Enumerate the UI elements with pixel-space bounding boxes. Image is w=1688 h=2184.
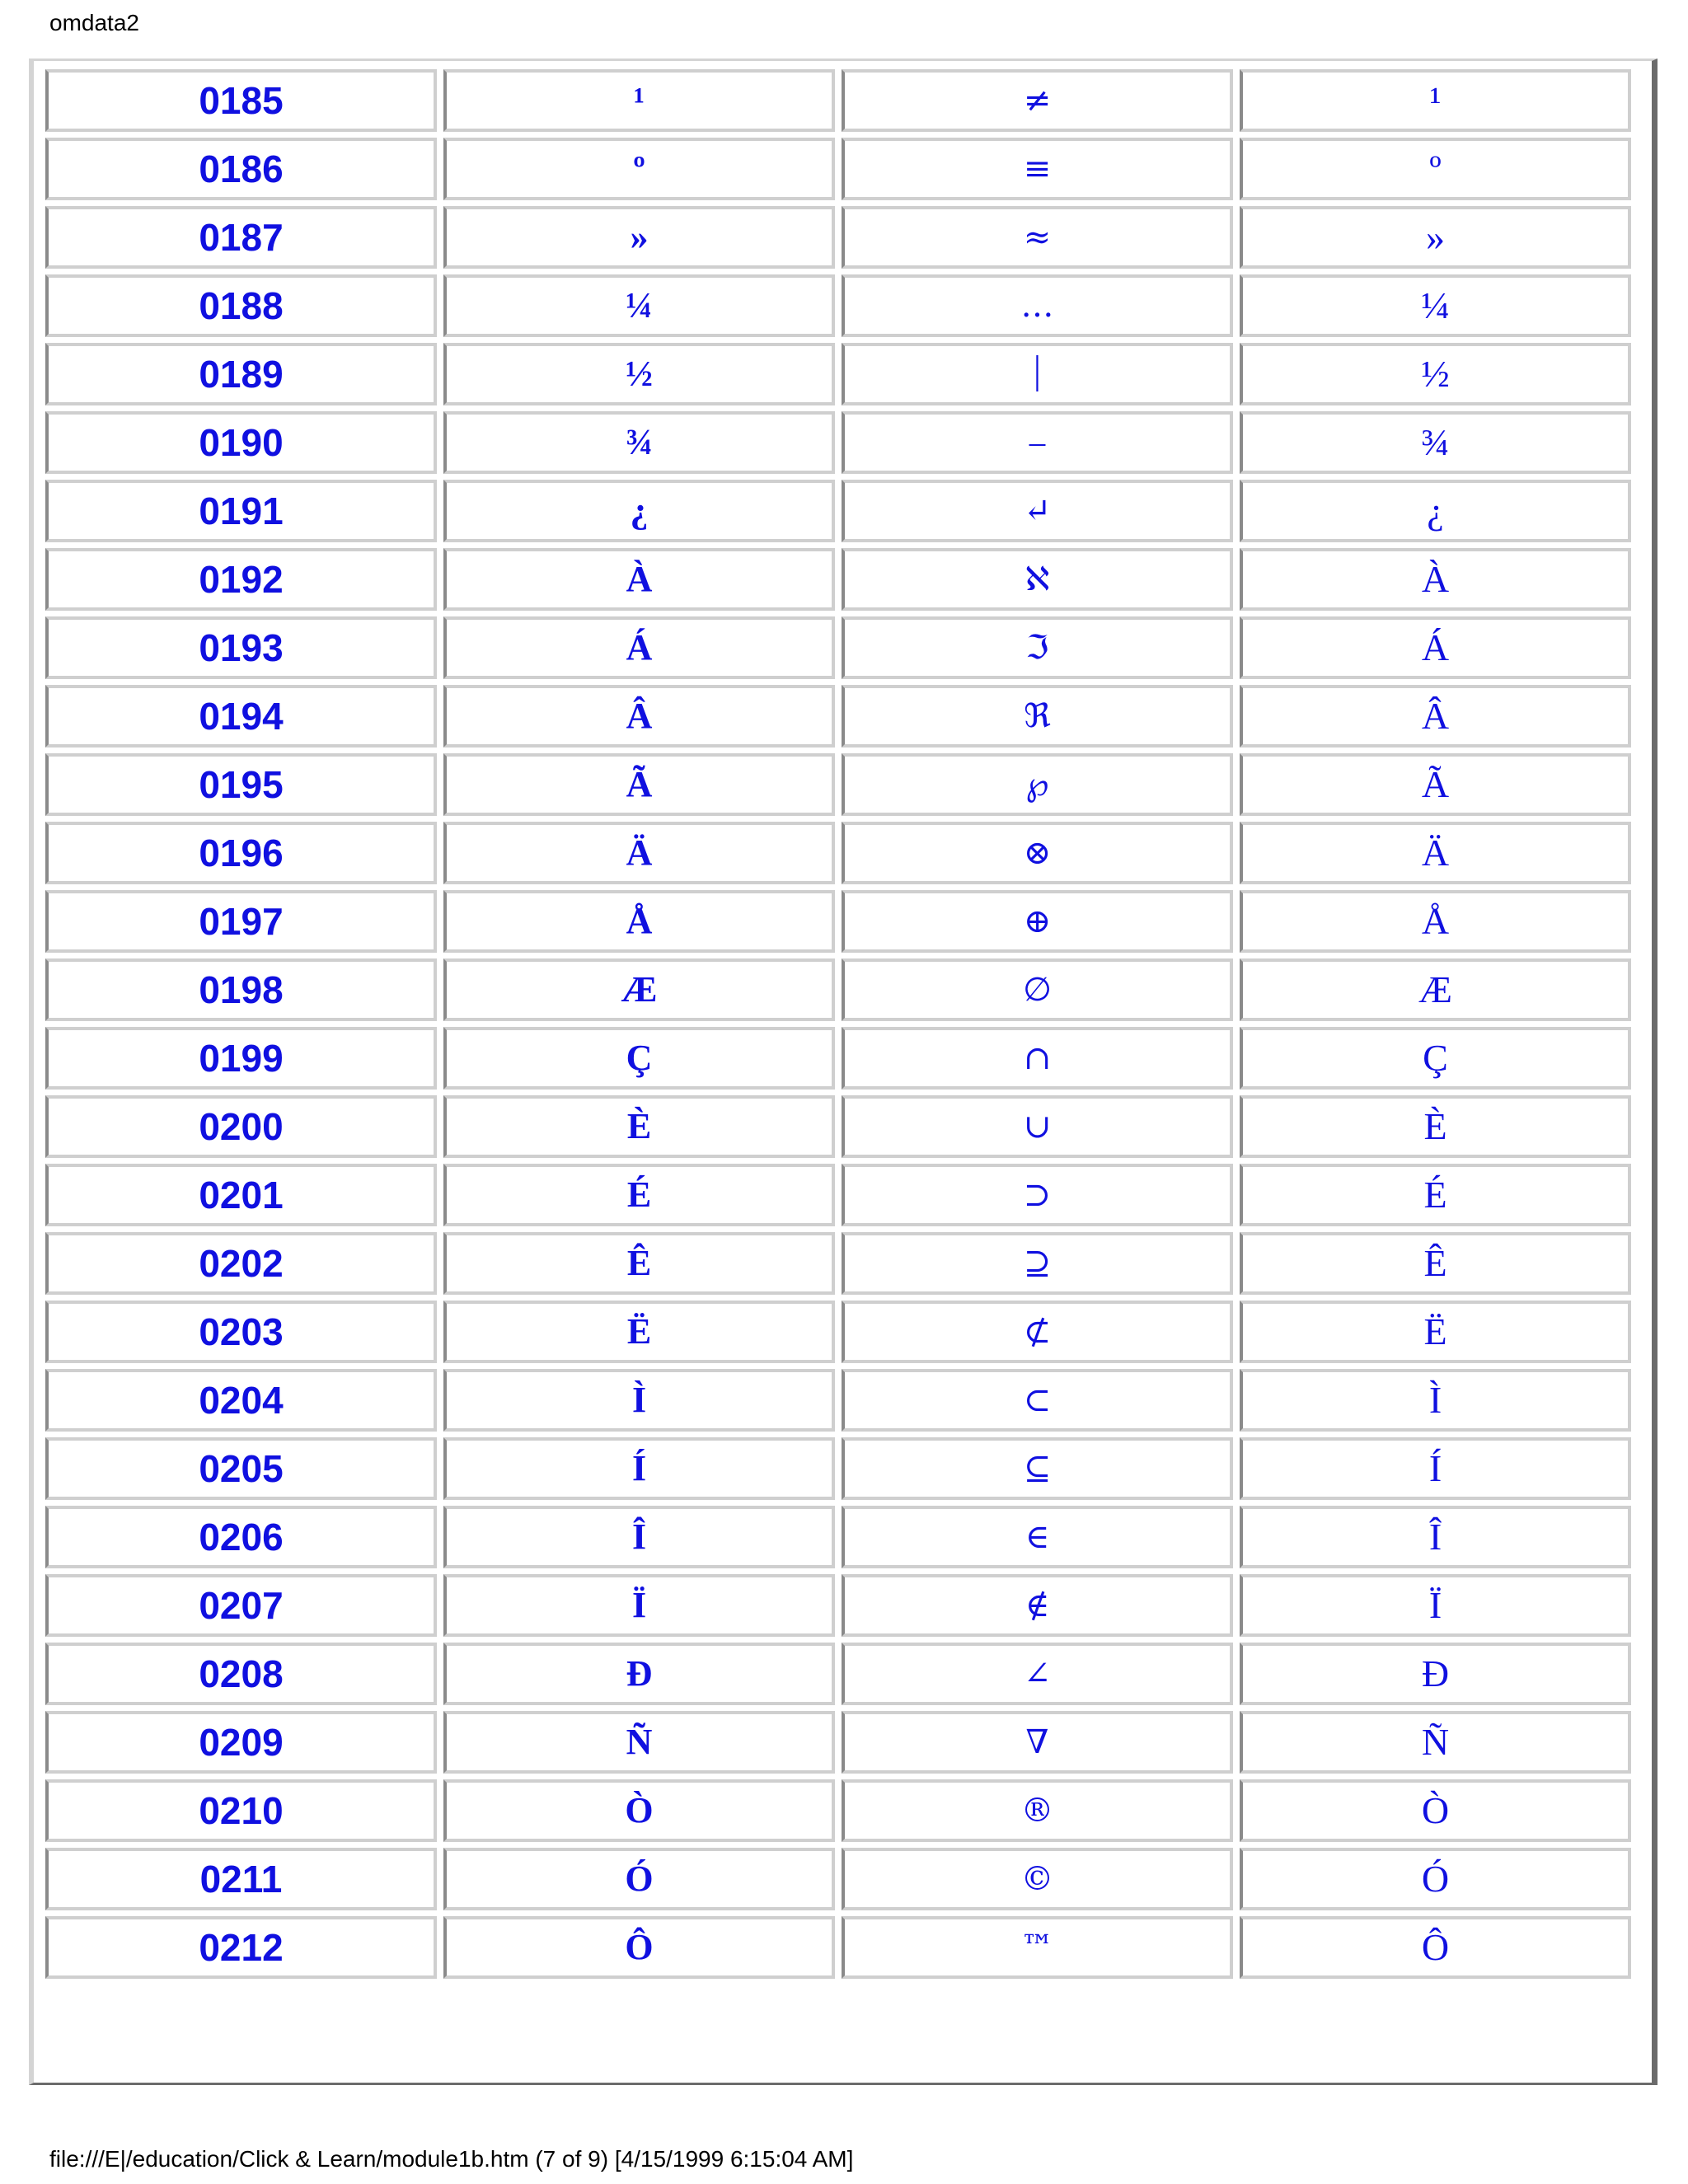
plain-char-cell: É <box>1240 1164 1631 1226</box>
code-cell: 0201 <box>45 1164 437 1226</box>
page-footer-url: file:///E|/education/Click & Learn/module1b.htm (7 of 9) [4/15/1999 6:15:04 AM] <box>49 2146 854 2172</box>
bold-char-cell: Ð <box>443 1643 835 1705</box>
plain-char-cell: Ê <box>1240 1232 1631 1295</box>
symbol-char-cell: ® <box>842 1779 1233 1842</box>
plain-char-cell: ¹ <box>1240 69 1631 132</box>
table-row <box>45 343 1631 405</box>
table-row <box>45 411 1631 474</box>
table-row <box>45 1574 1631 1637</box>
bold-char-cell: ¹ <box>443 69 835 132</box>
code-cell: 0188 <box>45 274 437 337</box>
code-cell: 0195 <box>45 753 437 816</box>
code-cell: 0208 <box>45 1643 437 1705</box>
plain-char-cell: º <box>1240 138 1631 200</box>
code-cell: 0185 <box>45 69 437 132</box>
symbol-char-cell: … <box>842 274 1233 337</box>
bold-char-cell: È <box>443 1095 835 1158</box>
table-row <box>45 1711 1631 1774</box>
table-row <box>45 1643 1631 1705</box>
plain-char-cell: Ë <box>1240 1301 1631 1363</box>
plain-char-cell: ¾ <box>1240 411 1631 474</box>
symbol-char-cell: ⊆ <box>842 1437 1233 1500</box>
plain-char-cell: Ã <box>1240 753 1631 816</box>
table-row <box>45 1232 1631 1295</box>
table-row <box>45 138 1631 200</box>
bold-char-cell: Å <box>443 890 835 953</box>
table-row <box>45 206 1631 269</box>
code-cell: 0203 <box>45 1301 437 1363</box>
bold-char-cell: É <box>443 1164 835 1226</box>
table-row <box>45 1506 1631 1568</box>
bold-char-cell: À <box>443 548 835 611</box>
bold-char-cell: Ã <box>443 753 835 816</box>
bold-char-cell: Ô <box>443 1916 835 1979</box>
bold-char-cell: Ó <box>443 1848 835 1910</box>
code-cell: 0192 <box>45 548 437 611</box>
plain-char-cell: Ô <box>1240 1916 1631 1979</box>
symbol-char-cell: ≠ <box>842 69 1233 132</box>
bold-char-cell: Î <box>443 1506 835 1568</box>
table-row <box>45 1164 1631 1226</box>
symbol-char-cell: ∈ <box>842 1506 1233 1568</box>
code-cell: 0190 <box>45 411 437 474</box>
code-cell: 0212 <box>45 1916 437 1979</box>
table-row <box>45 1916 1631 1979</box>
bold-char-cell: » <box>443 206 835 269</box>
plain-char-cell: À <box>1240 548 1631 611</box>
plain-char-cell: Ó <box>1240 1848 1631 1910</box>
symbol-char-cell: ∪ <box>842 1095 1233 1158</box>
symbol-char-cell: ℵ <box>842 548 1233 611</box>
table-row <box>45 1301 1631 1363</box>
code-cell: 0207 <box>45 1574 437 1637</box>
code-cell: 0187 <box>45 206 437 269</box>
plain-char-cell: ½ <box>1240 343 1631 405</box>
symbol-char-cell: ⊂ <box>842 1369 1233 1432</box>
plain-char-cell: Ñ <box>1240 1711 1631 1774</box>
symbol-char-cell: ∩ <box>842 1027 1233 1090</box>
plain-char-cell: Ï <box>1240 1574 1631 1637</box>
plain-char-cell: ¼ <box>1240 274 1631 337</box>
table-row <box>45 1779 1631 1842</box>
table-row <box>45 822 1631 884</box>
table-row <box>45 1848 1631 1910</box>
symbol-char-cell: ⊗ <box>842 822 1233 884</box>
bold-char-cell: ¿ <box>443 480 835 542</box>
plain-char-cell: È <box>1240 1095 1631 1158</box>
plain-char-cell: Æ <box>1240 958 1631 1021</box>
bold-char-cell: Á <box>443 616 835 679</box>
table-row <box>45 685 1631 748</box>
plain-char-cell: Â <box>1240 685 1631 748</box>
code-cell: 0209 <box>45 1711 437 1774</box>
bold-char-cell: Ï <box>443 1574 835 1637</box>
symbol-char-cell: ⊄ <box>842 1301 1233 1363</box>
bold-char-cell: Ì <box>443 1369 835 1432</box>
symbol-char-cell: ℜ <box>842 685 1233 748</box>
plain-char-cell: Ò <box>1240 1779 1631 1842</box>
code-cell: 0210 <box>45 1779 437 1842</box>
bold-char-cell: Ç <box>443 1027 835 1090</box>
symbol-char-cell: ⊕ <box>842 890 1233 953</box>
bold-char-cell: Ñ <box>443 1711 835 1774</box>
code-cell: 0199 <box>45 1027 437 1090</box>
symbol-char-cell: ⎯ <box>842 411 1233 474</box>
code-cell: 0189 <box>45 343 437 405</box>
code-cell: 0204 <box>45 1369 437 1432</box>
bold-char-cell: Ë <box>443 1301 835 1363</box>
plain-char-cell: Ì <box>1240 1369 1631 1432</box>
bold-char-cell: º <box>443 138 835 200</box>
plain-char-cell: » <box>1240 206 1631 269</box>
table-row <box>45 616 1631 679</box>
plain-char-cell: ¿ <box>1240 480 1631 542</box>
symbol-char-cell: ∅ <box>842 958 1233 1021</box>
character-table-frame <box>29 59 1658 2085</box>
plain-char-cell: Ä <box>1240 822 1631 884</box>
table-row <box>45 274 1631 337</box>
code-cell: 0193 <box>45 616 437 679</box>
bold-char-cell: Í <box>443 1437 835 1500</box>
code-cell: 0197 <box>45 890 437 953</box>
page-header-title: omdata2 <box>49 10 139 35</box>
code-cell: 0186 <box>45 138 437 200</box>
plain-char-cell: Ð <box>1240 1643 1631 1705</box>
plain-char-cell: Å <box>1240 890 1631 953</box>
code-cell: 0198 <box>45 958 437 1021</box>
symbol-char-cell: ≈ <box>842 206 1233 269</box>
code-cell: 0206 <box>45 1506 437 1568</box>
symbol-char-cell: ↵ <box>842 480 1233 542</box>
code-cell: 0202 <box>45 1232 437 1295</box>
bold-char-cell: Æ <box>443 958 835 1021</box>
plain-char-cell: Î <box>1240 1506 1631 1568</box>
bold-char-cell: ¾ <box>443 411 835 474</box>
table-row <box>45 69 1631 132</box>
symbol-char-cell: ≡ <box>842 138 1233 200</box>
symbol-char-cell: ⊃ <box>842 1164 1233 1226</box>
table-row <box>45 548 1631 611</box>
table-row <box>45 480 1631 542</box>
code-cell: 0200 <box>45 1095 437 1158</box>
symbol-char-cell: ℑ <box>842 616 1233 679</box>
code-cell: 0205 <box>45 1437 437 1500</box>
bold-char-cell: ½ <box>443 343 835 405</box>
character-table-body <box>45 69 1631 1979</box>
table-row <box>45 890 1631 953</box>
symbol-char-cell: ℘ <box>842 753 1233 816</box>
symbol-char-cell: ∇ <box>842 1711 1233 1774</box>
table-row <box>45 1027 1631 1090</box>
bold-char-cell: Ò <box>443 1779 835 1842</box>
symbol-char-cell: ∉ <box>842 1574 1233 1637</box>
plain-char-cell: Ç <box>1240 1027 1631 1090</box>
symbol-char-cell: © <box>842 1848 1233 1910</box>
code-cell: 0196 <box>45 822 437 884</box>
code-cell: 0191 <box>45 480 437 542</box>
symbol-char-cell: ⏐ <box>842 343 1233 405</box>
code-cell: 0194 <box>45 685 437 748</box>
table-row <box>45 958 1631 1021</box>
symbol-char-cell: ⊇ <box>842 1232 1233 1295</box>
table-row <box>45 1095 1631 1158</box>
bold-char-cell: Ê <box>443 1232 835 1295</box>
table-row <box>45 1437 1631 1500</box>
table-row <box>45 1369 1631 1432</box>
symbol-char-cell: ∠ <box>842 1643 1233 1705</box>
table-row <box>45 753 1631 816</box>
code-cell: 0211 <box>45 1848 437 1910</box>
bold-char-cell: Â <box>443 685 835 748</box>
character-table <box>39 63 1638 1985</box>
bold-char-cell: Ä <box>443 822 835 884</box>
bold-char-cell: ¼ <box>443 274 835 337</box>
plain-char-cell: Í <box>1240 1437 1631 1500</box>
plain-char-cell: Á <box>1240 616 1631 679</box>
symbol-char-cell: ™ <box>842 1916 1233 1979</box>
